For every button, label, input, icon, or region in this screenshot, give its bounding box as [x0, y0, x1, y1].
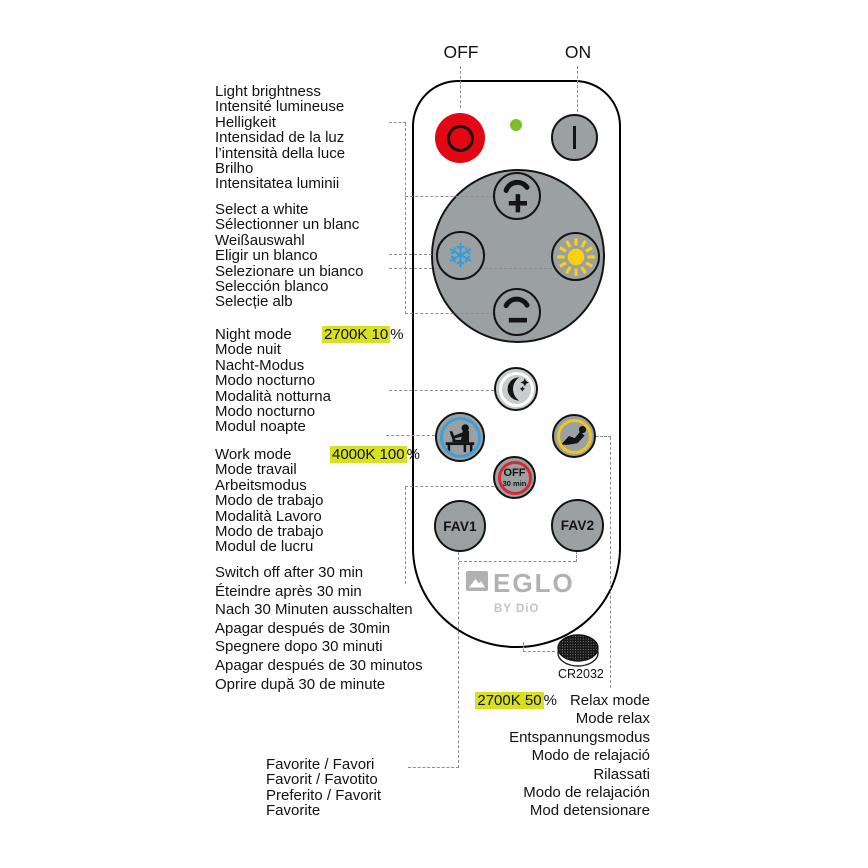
dial-minus-icon [497, 292, 537, 332]
label-line: Selezionare un bianco [215, 262, 364, 280]
label-block-switch-off [215, 564, 423, 694]
label-line: Selección blanco [215, 277, 329, 295]
leader-line [458, 552, 459, 768]
warm-white-button[interactable] [551, 232, 600, 281]
leader-line [577, 66, 578, 112]
relax-mode-button[interactable] [552, 414, 596, 458]
power-on-button[interactable] [551, 114, 598, 161]
label-line: Brilho [215, 159, 254, 177]
brightness-down-button[interactable] [493, 288, 541, 336]
label-line: Eligir un blanco [215, 247, 318, 265]
leader-line [408, 767, 459, 768]
work-mode-setting: 4000K 100 % [332, 446, 420, 463]
sun-icon [554, 235, 598, 279]
leader-line [405, 313, 494, 314]
label-line: Modo de relajación [523, 783, 650, 801]
night-mode-setting: 2700K 10 % [324, 326, 404, 343]
label-line: Work mode [215, 446, 292, 463]
label-line: Modo nocturno [215, 372, 316, 390]
label-line: Modalità notturna [215, 387, 331, 405]
leader-line [596, 436, 611, 437]
label-block-brightness [215, 84, 345, 192]
off30-label: OFF [503, 466, 526, 479]
label-line: Oprire după 30 de minute [215, 675, 386, 693]
leader-line [389, 254, 437, 255]
label-line: Night mode [215, 326, 292, 343]
label-line: Modul noapte [215, 418, 306, 436]
fav1-button[interactable] [434, 500, 486, 552]
label-line: Apagar después de 30min [215, 619, 391, 637]
label-line: Intensité lumineuse [215, 98, 345, 116]
label-block-work-mode [215, 446, 420, 556]
leader-line [610, 437, 611, 688]
person-at-desk-icon [441, 418, 479, 456]
ring-icon [447, 125, 474, 152]
label-line: l’intensità della luce [215, 144, 346, 162]
fav1-label: FAV1 [443, 518, 477, 534]
label-line: Weißauswahl [215, 231, 305, 249]
work-mode-button[interactable] [435, 412, 485, 462]
label-line: Modul de lucru [215, 538, 314, 556]
label-line: Favorite [266, 802, 321, 820]
label-line: Apagar después de 30 minutos [215, 656, 423, 674]
label-line: Modalità Lavoro [215, 507, 322, 525]
brand-lockup [466, 568, 575, 598]
relax-mode-setting: 2700K 50 % [477, 692, 557, 709]
leader-line [389, 390, 494, 391]
fav2-label: FAV2 [560, 518, 595, 533]
leader-line [459, 561, 576, 562]
eglo-logo-icon [466, 571, 488, 591]
label-line: Modo nocturno [215, 402, 316, 420]
person-reclining-icon [557, 419, 591, 453]
label-line: Spegnere dopo 30 minuti [215, 638, 383, 656]
label-block-favorite [266, 757, 381, 819]
fav2-button[interactable] [551, 499, 604, 552]
label-line: Mode travail [215, 461, 297, 479]
label-block-white-select [215, 202, 363, 310]
vertical-bar-icon [573, 126, 576, 149]
battery-icon [556, 630, 602, 672]
label-line: Modo de relajació [531, 747, 650, 765]
leader-line [386, 435, 435, 436]
label-line: Modo de trabajo [215, 492, 324, 510]
leader-line [405, 123, 406, 314]
label-line: Nach 30 Minuten ausschalten [215, 601, 413, 619]
power-off-button[interactable] [435, 113, 485, 163]
label-line: Intensidad de la luz [215, 129, 345, 147]
label-line: Favorit / Favotito [266, 771, 378, 789]
off-30min-button[interactable] [493, 456, 536, 499]
label-line: Rilassati [593, 765, 650, 783]
snowflake-icon: ❄ [446, 236, 475, 275]
label-line: Mode relax [575, 710, 650, 728]
brand-subtitle: BY DiO [494, 603, 540, 615]
label-line: Helligkeit [215, 113, 276, 131]
remote-body [412, 80, 621, 648]
label-line: Preferito / Favorit [266, 786, 382, 804]
label-line: Éteindre après 30 min [215, 582, 362, 600]
label-line: Mod detensionare [529, 802, 650, 820]
led-indicator [510, 119, 522, 131]
label-line: Select a white [215, 201, 309, 218]
label-line: Entspannungsmodus [509, 728, 650, 746]
label-block-night-mode [215, 326, 404, 436]
brightness-up-button[interactable] [493, 172, 541, 220]
label-block-relax-mode [475, 692, 650, 821]
cold-white-button[interactable] [436, 231, 485, 280]
leader-line [576, 551, 577, 562]
off-label: OFF [443, 42, 479, 62]
label-line: Mode nuit [215, 341, 281, 359]
label-line: Nacht-Modus [215, 356, 305, 374]
label-line: Light brightness [215, 83, 321, 100]
dial-plus-icon [497, 176, 537, 216]
leader-line [405, 486, 494, 487]
off30-sublabel: 30 min [502, 478, 527, 488]
label-line: Sélectionner un blanc [215, 216, 360, 234]
brand-name: EGLO [493, 568, 575, 598]
label-line: Intensitatea luminii [215, 175, 340, 193]
label-line: Selecție alb [215, 293, 293, 311]
leader-line [405, 196, 494, 197]
leader-line [523, 651, 555, 652]
moon-stars-icon [500, 373, 532, 405]
leader-line [460, 66, 461, 108]
leader-line [389, 122, 406, 123]
label-line: Arbeitsmodus [215, 476, 307, 494]
label-line: Modo de trabajo [215, 522, 324, 540]
on-label: ON [564, 42, 592, 62]
label-line: Favorite / Favori [266, 756, 375, 773]
battery-label: CR2032 [558, 667, 604, 681]
label-line: Switch off after 30 min [215, 564, 364, 581]
night-mode-button[interactable] [494, 367, 538, 411]
label-line: Relax mode [569, 692, 650, 709]
